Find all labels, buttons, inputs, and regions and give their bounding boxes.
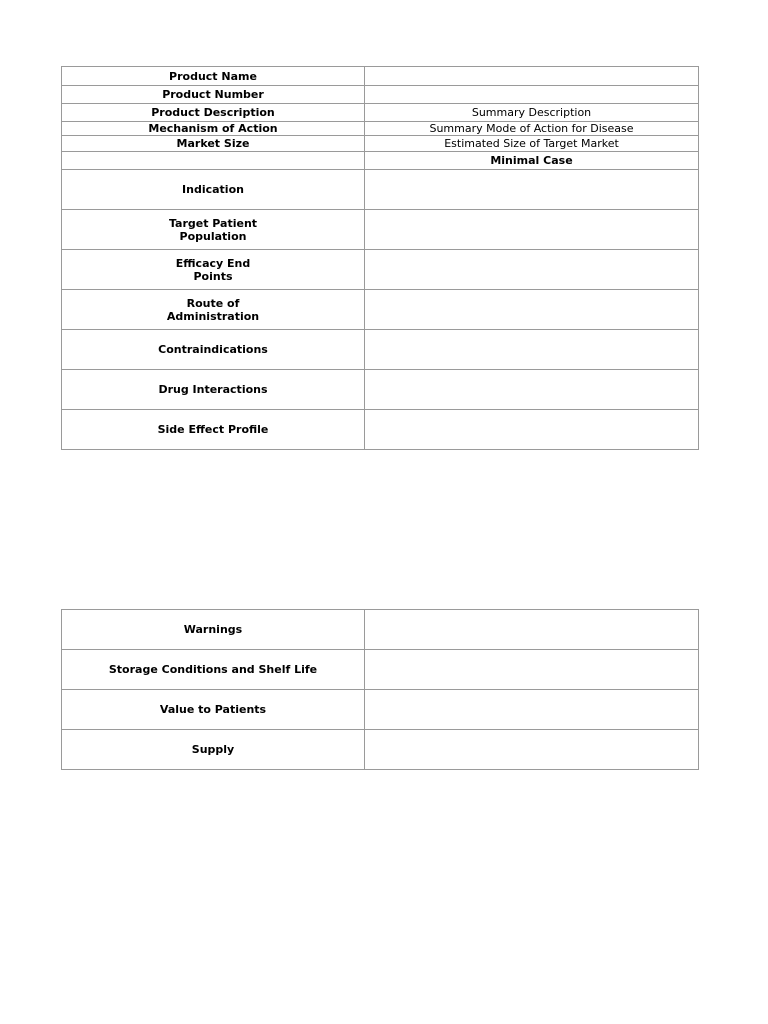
table-row [62, 410, 699, 450]
label-line: Population [179, 229, 247, 243]
row-value-value-to-patients[interactable] [365, 690, 699, 730]
label-line: Target Patient [168, 216, 258, 230]
table-row [62, 650, 699, 690]
table-row [62, 136, 699, 152]
row-label-market-size[interactable]: Market Size [62, 136, 365, 152]
label-line: Points [193, 269, 233, 283]
table-row [62, 290, 699, 330]
row-label-side-effect-profile[interactable]: Side Effect Profile [62, 410, 365, 450]
row-value-product-name[interactable] [365, 67, 699, 86]
table-row [62, 250, 699, 290]
table-row [62, 730, 699, 770]
row-value-minimal-case[interactable]: Minimal Case [365, 152, 699, 170]
table-row [62, 210, 699, 250]
row-value-market-size[interactable]: Estimated Size of Target Market [365, 136, 699, 152]
row-label-product-name[interactable]: Product Name [62, 67, 365, 86]
table-row [62, 170, 699, 210]
label-line: Route of [186, 296, 240, 310]
table-row [62, 330, 699, 370]
row-label-product-description[interactable]: Product Description [62, 104, 365, 122]
row-label-contraindications[interactable]: Contraindications [62, 330, 365, 370]
row-value-product-number[interactable] [365, 86, 699, 104]
label-line: Administration [166, 309, 260, 323]
row-label-supply[interactable]: Supply [62, 730, 365, 770]
product-safety-table [61, 609, 699, 770]
product-profile-table [61, 66, 699, 450]
row-label-efficacy-end-points[interactable] [62, 250, 365, 290]
row-label-empty[interactable] [62, 152, 365, 170]
table-row [62, 370, 699, 410]
row-label-indication[interactable]: Indication [62, 170, 365, 210]
row-value-product-description[interactable]: Summary Description [365, 104, 699, 122]
row-value-indication[interactable] [365, 170, 699, 210]
row-label-storage-conditions[interactable]: Storage Conditions and Shelf Life [62, 650, 365, 690]
row-label-mechanism-of-action[interactable]: Mechanism of Action [62, 122, 365, 136]
row-label-route-of-administration[interactable] [62, 290, 365, 330]
row-value-contraindications[interactable] [365, 330, 699, 370]
row-label-value-to-patients[interactable]: Value to Patients [62, 690, 365, 730]
table-row [62, 86, 699, 104]
row-value-efficacy-end-points[interactable] [365, 250, 699, 290]
row-value-warnings[interactable] [365, 610, 699, 650]
table-row [62, 152, 699, 170]
label-line: Efficacy End [175, 256, 251, 270]
row-value-target-patient-population[interactable] [365, 210, 699, 250]
row-value-route-of-administration[interactable] [365, 290, 699, 330]
row-value-storage-conditions[interactable] [365, 650, 699, 690]
row-label-product-number[interactable]: Product Number [62, 86, 365, 104]
row-value-drug-interactions[interactable] [365, 370, 699, 410]
table-row [62, 104, 699, 122]
table-row [62, 122, 699, 136]
row-value-mechanism-of-action[interactable]: Summary Mode of Action for Disease [365, 122, 699, 136]
row-label-warnings[interactable]: Warnings [62, 610, 365, 650]
row-label-target-patient-population[interactable] [62, 210, 365, 250]
table-row [62, 690, 699, 730]
table-row [62, 610, 699, 650]
row-value-supply[interactable] [365, 730, 699, 770]
row-label-drug-interactions[interactable]: Drug Interactions [62, 370, 365, 410]
table-row [62, 67, 699, 86]
row-value-side-effect-profile[interactable] [365, 410, 699, 450]
